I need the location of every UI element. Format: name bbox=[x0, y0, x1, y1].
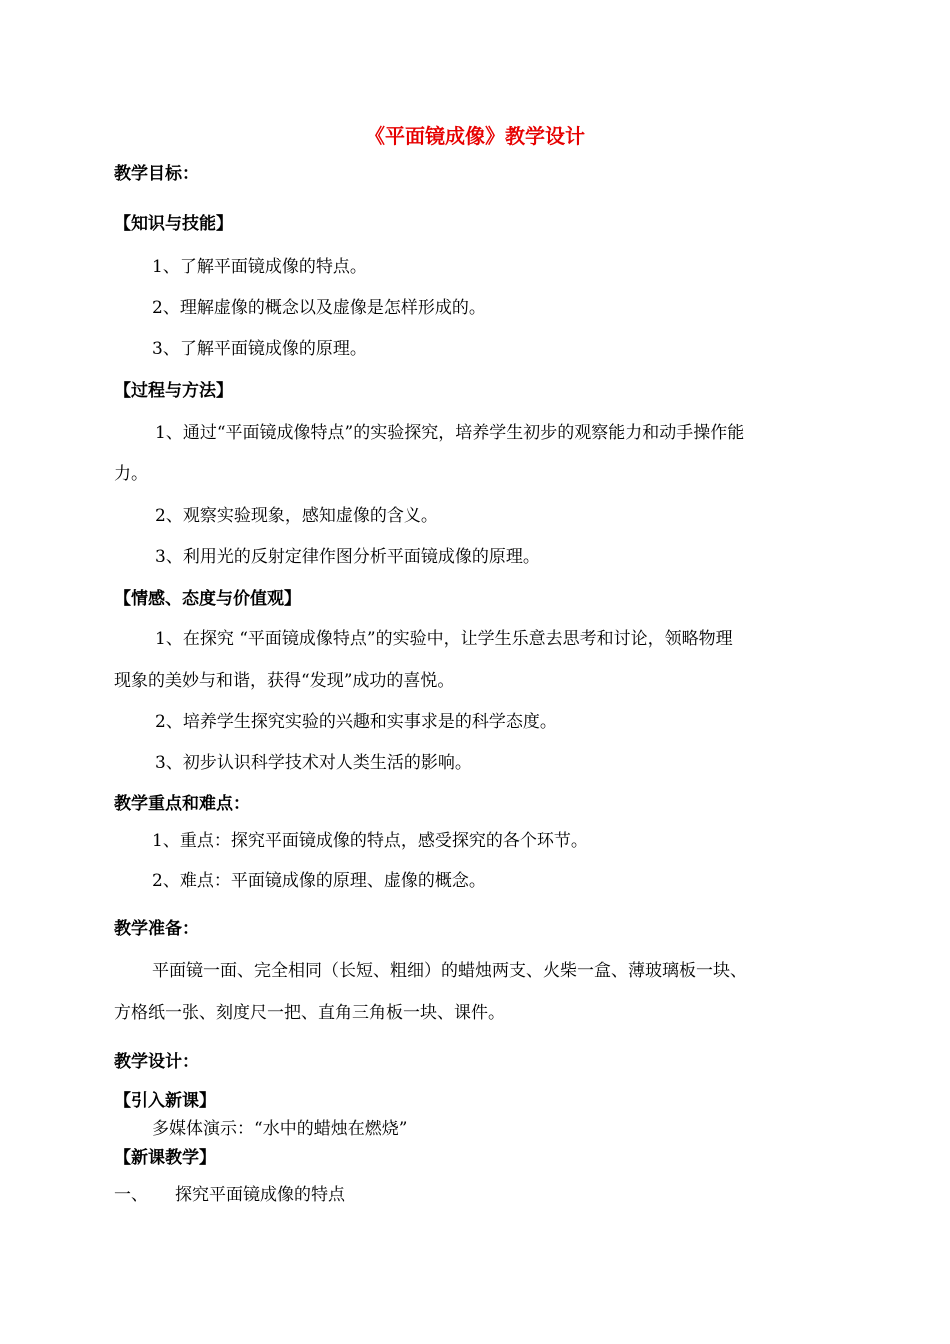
preparation-line-2: 方格纸一张、刻度尺一把、直角三角板一块、课件。 bbox=[114, 1003, 505, 1023]
process-item-1-line-1: 1、通过“平面镜成像特点”的实验探究，培养学生初步的观察能力和动手操作能 bbox=[155, 423, 745, 443]
intro-heading: 【引入新课】 bbox=[114, 1091, 216, 1111]
emotion-item-1-line-1: 1、在探究 “平面镜成像特点”的实验中，让学生乐意去思考和讨论，领略物理 bbox=[155, 629, 733, 649]
emotion-item-2: 2、培养学生探究实验的兴趣和实事求是的科学态度。 bbox=[155, 712, 557, 732]
emotion-item-3: 3、初步认识科学技术对人类生活的影响。 bbox=[155, 753, 472, 773]
design-heading: 教学设计： bbox=[114, 1052, 199, 1072]
document-title: 《平面镜成像》教学设计 bbox=[365, 124, 585, 148]
section-title: 探究平面镜成像的特点 bbox=[175, 1185, 345, 1205]
key-point-1: 1、重点：探究平面镜成像的特点，感受探究的各个环节。 bbox=[152, 831, 588, 851]
key-points-heading: 教学重点和难点： bbox=[114, 794, 250, 814]
preparation-heading: 教学准备： bbox=[114, 919, 199, 939]
knowledge-item-3: 3、了解平面镜成像的原理。 bbox=[152, 339, 367, 359]
process-heading: 【过程与方法】 bbox=[114, 381, 233, 401]
process-item-1-line-2: 力。 bbox=[114, 464, 148, 484]
section-number: 一、 bbox=[114, 1185, 148, 1205]
process-item-2: 2、观察实验现象，感知虚像的含义。 bbox=[155, 506, 438, 526]
new-lesson-heading: 【新课教学】 bbox=[114, 1148, 216, 1168]
objectives-heading: 教学目标： bbox=[114, 164, 199, 184]
emotion-heading: 【情感、态度与价值观】 bbox=[114, 589, 301, 609]
key-point-2: 2、难点：平面镜成像的原理、虚像的概念。 bbox=[152, 871, 486, 891]
process-item-3: 3、利用光的反射定律作图分析平面镜成像的原理。 bbox=[155, 547, 540, 567]
knowledge-item-2: 2、理解虚像的概念以及虚像是怎样形成的。 bbox=[152, 298, 486, 318]
knowledge-item-1: 1、了解平面镜成像的特点。 bbox=[152, 257, 367, 277]
knowledge-heading: 【知识与技能】 bbox=[114, 214, 233, 234]
intro-text: 多媒体演示：“水中的蜡烛在燃烧” bbox=[152, 1119, 408, 1139]
emotion-item-1-line-2: 现象的美妙与和谐，获得“发现”成功的喜悦。 bbox=[114, 671, 455, 691]
preparation-line-1: 平面镜一面、完全相同（长短、粗细）的蜡烛两支、火柴一盒、薄玻璃板一块、 bbox=[152, 961, 747, 981]
